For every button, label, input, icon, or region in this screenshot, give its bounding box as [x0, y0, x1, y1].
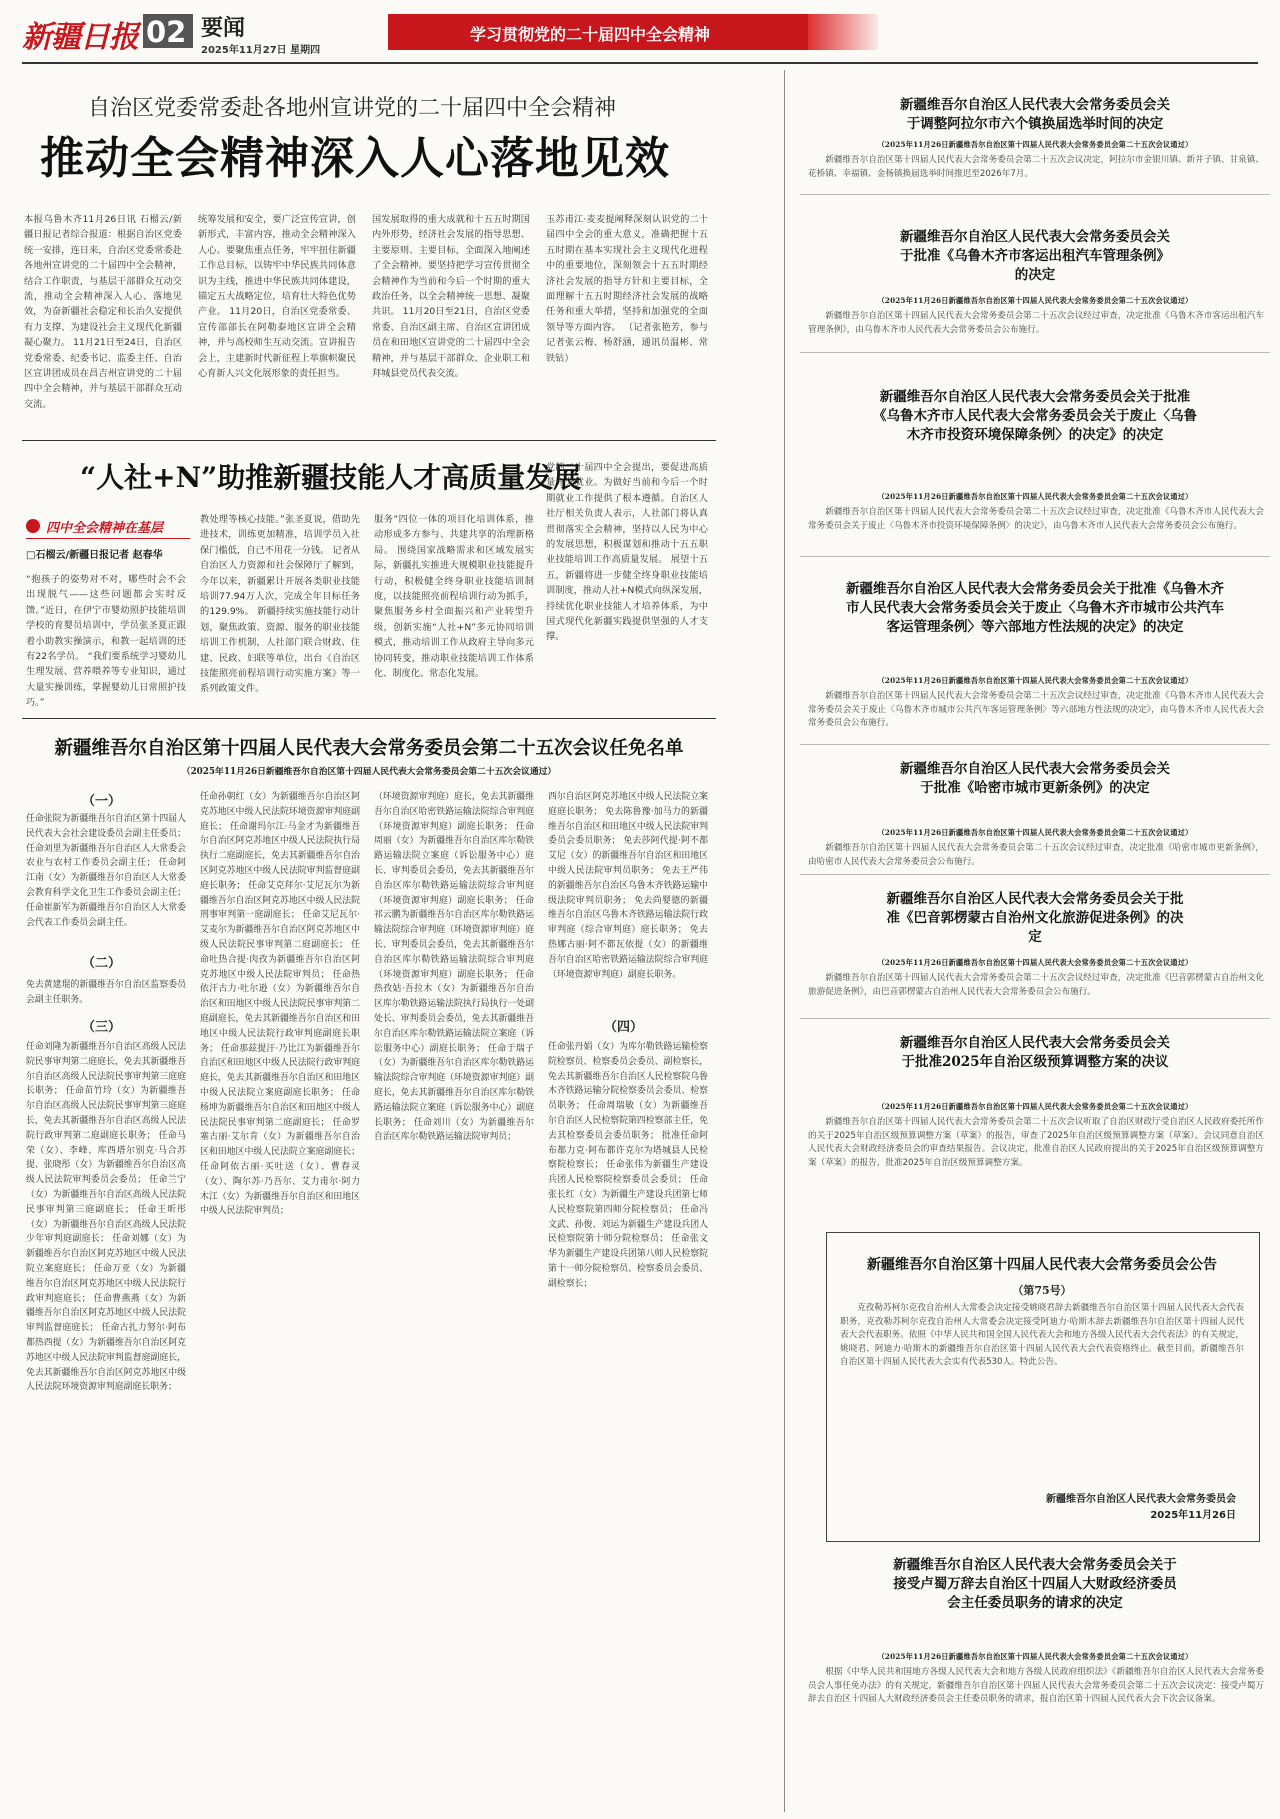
decision-7-date: （2025年11月26日新疆维吾尔自治区第十四届人民代表大会常务委员会第二十五次会议通过） — [877, 1102, 1193, 1111]
appointments-group-2: 免去黄建琨的新疆维吾尔自治区监察委员会副主任职务。 — [26, 980, 186, 1005]
story2-column-2: 教处理等核心技能。”张圣夏说，借助先进技术，训练更加精准，培训学员入社保门槛低，自己不用花一分钱。 记者从自治区人力资源和社会保障厅了解到，今年以来，新疆累计开展各类职业技能培训77.94万人次，完成全年目标任务的129.9%。 新疆持续实施技能行动计划，聚焦政策、资源、服务的职业技能培训工作机制，人社部门联合财政、住建、民政、妇联等单位，出台《自治区技能照亮前程培训行动实施方案》等一系列政策文件。 — [200, 514, 360, 695]
decision-7-title: 新疆维吾尔自治区人民代表大会常务委员会关于批准2025年自治区级预算调整方案的决议 — [900, 1035, 1170, 1070]
decision-2-date: （2025年11月26日新疆维吾尔自治区第十四届人民代表大会常务委员会第二十五次会议通过） — [877, 296, 1193, 305]
decision-3-rule — [800, 556, 1270, 557]
appointments-group-3: 任命刘隆为新疆维吾尔自治区高级人民法院民事审判第二庭庭长，免去其新疆维吾尔自治区高级人民法院民事审判第三庭庭长职务； 任命苗竹玲（女）为新疆维吾尔自治区高级人民法院民事审判第三庭庭长，免去其新疆维吾尔自治区高级人民法院行政审判第二庭副庭长职务； 任命马荣（女）、李峰、库西塔尔别克·马合苏提、张晓彤（女）为新疆维吾尔自治区高级人民法院审判委员会委员； 任命兰宁（女）为新疆维吾尔自治区高级人民法院民事审判第三庭副庭长； 任命王昕彤（女）为新疆维吾尔自治区高级人民法院少年审判庭副庭长； 任命刘娜（女）为新疆维吾尔自治区阿克苏地区中级人民法院立案庭庭长； 任命万亚（女）为新疆维吾尔自治区阿克苏地区中级人民法院行政审判庭庭长； 任命曹燕燕（女）为新疆维吾尔自治区阿克苏地区中级人民法院审判监督庭庭长； 任命古扎力努尔·阿布都热西提（女）为新疆维吾尔自治区阿克苏地区中级人民法院审判监督庭副庭长，免去其新疆维吾尔自治区阿克苏地区中级人民法院环境资源审判庭副庭长职务； — [26, 1042, 186, 1393]
story2-column-1: “抱孩子的姿势对不对，哪些时会不会出现脱气——这些问题都会实时反馈。”近日，在伊宁市婴幼照护技能培训学校的育婴员培训中，学员张圣夏正跟着小助教实操演示，和教一起培训的还有22名学员。 “我们要系统学习婴幼儿生理发展、营养喂养等专业知识，通过大量实操训练，掌握婴幼儿日常照护技巧。” — [26, 574, 186, 709]
story2-byline: □石榴云/新疆日报记者 赵春华 — [26, 550, 163, 561]
issue-date: 2025年11月27日 星期四 — [201, 45, 321, 56]
decision-2-rule — [800, 352, 1270, 353]
appointments-group-3c: （环境资源审判庭）庭长，免去其新疆维吾尔自治区哈密铁路运输法院综合审判庭（环境资源审判庭）副庭长职务； 任命周丽（女）为新疆维吾尔自治区库尔勒铁路运输法院立案庭（诉讼服务中心）庭长、审判委员会委员，免去其新疆维吾尔自治区库尔勒铁路运输法院综合审判庭（环境资源审判庭）副庭长职务； 任命祁云鹏为新疆维吾尔自治区库尔勒铁路运输法院综合审判庭（环境资源审判庭）庭长、审判委员会委员，免去其新疆维吾尔自治区库尔勒铁路运输法院综合审判庭（环境资源审判庭）副庭长职务； 任命热孜姑·吾拉木（女）为新疆维吾尔自治区库尔勒铁路运输法院执行局执行一处副处长、审判委员会委员，免去其新疆维吾尔自治区库尔勒铁路运输法院立案庭（诉讼服务中心）副庭长职务； 任命于瑞子（女）为新疆维吾尔自治区库尔勒铁路运输法院综合审判庭（环境资源审判庭）副庭长，免去其新疆维吾尔自治区库尔勒铁路运输法院立案庭（诉讼服务中心）副庭长职务； 任命刘川（女）为新疆维吾尔自治区库尔勒铁路运输法院审判员； — [374, 792, 534, 1143]
decision-2-body: 新疆维吾尔自治区第十四届人民代表大会常务委员会第二十五次会议经过审查，决定批准《乌鲁木齐市客运出租汽车管理条例》，由乌鲁木齐市人民代表大会常务委员会公布施行。 — [808, 311, 1264, 335]
story2-headline: “人社+N”助推新疆技能人才高质量发展 — [80, 461, 582, 494]
story2-column-3: 服务”四位一体的项目化培训体系，推动形成多方参与、共建共享的治理新格局。 围绕国家战略需求和区域发展实际，新疆扎实推进大规模职业技能提升行动，积极健全终身职业技能培训制度，以技能照亮前程培训行动为抓手，聚焦服务乡村全面振兴和产业转型升级，创新实施“人社+N”多元协同培训模式，推动培训工作从政府主导向多元协同转变，推动职业技能培训工作体系化、制度化、常态化发展。 — [374, 514, 534, 680]
decision-4-rule — [800, 744, 1270, 745]
appointments-group-3d: 西尔自治区阿克苏地区中级人民法院立案庭庭长职务； 免去陈鲁豫·加马力的新疆维吾尔自治区和田地区中级人民法院审判委员会委员职务； 免去莎阿代提·阿不都艾尼（女）的新疆维吾尔自治区和田地区中级人民法院审判员职务； 免去王严伟的新疆维吾尔自治区乌鲁木齐铁路运输中级法院审判员职务； 免去尚婴德的新疆维吾尔自治区乌鲁木齐铁路运输法院行政审判庭（综合审判庭）庭长职务； 免去热娜古丽·阿不都瓦依提（女）的新疆维吾尔自治区哈密铁路运输法院综合审判庭（环境资源审判庭）副庭长职务。 — [548, 792, 708, 980]
decision-1-title: 新疆维吾尔自治区人民代表大会常务委员会关于调整阿拉尔市六个镇换届选举时间的决定 — [900, 97, 1170, 132]
lead-column-4: 玉苏甫江·麦麦提阐释深刻认识党的二十届四中全会的重大意义，准确把握十五五时期在基本实现社会主义现代化进程中的重要地位，深刻领会十五五时期经济社会发展的指导方针和主要目标，全面理解十五五时期经济社会发展的战略任务和重大举措，坚持和加强党的全面领导等方面内容。 （记者张艳芳，参与记者张云梅、杨舒涵，通讯员温彬、常铁钻） — [546, 214, 708, 364]
lead-kicker: 自治区党委常委赴各地州宣讲党的二十届四中全会精神 — [88, 96, 617, 121]
appointments-group-4: 任命张丹娟（女）为库尔勒铁路运输检察院检察员、检察委员会委员、副检察长，免去其新疆维吾尔自治区人民检察院乌鲁木齐铁路运输分院检察委员会委员、检察员职务； 任命周瑞敏（女）为新疆维吾尔自治区人民检察院第四检察部主任，免去其检察委员会委员职务； 批准任命阿布都力克·阿布都许克尔为塔城县人民检察院检察长； 任命张伟为新疆生产建设兵团人民检察院检察委员会委员； 任命张长红（女）为新疆生产建设兵团第七师人民检察院第四师分院检察员； 任命冯文武、孙俊、刘运为新疆生产建设兵团人民检察院第十师分院检察员； 任命张文华为新疆生产建设兵团第八师人民检察院第十一师分院检察员、检察委员会委员、副检察长； — [548, 1042, 708, 1289]
decision-4-date: （2025年11月26日新疆维吾尔自治区第十四届人民代表大会常务委员会第二十五次会议通过） — [877, 676, 1193, 685]
story2-tag-line — [26, 538, 190, 539]
appointments-group-1: 任命张院为新疆维吾尔自治区第十四届人民代表大会社会建设委员会副主任委员； 任命刘里为新疆维吾尔自治区人大常委会农业与农村工作委员会副主任； 任命阿江南（女）为新疆维吾尔自治区人大常委会教育科学文化卫生工作委员会副主任； 任命崔新军为新疆维吾尔自治区人大常委会代表工作委员会副主任。 — [26, 814, 186, 928]
topic-banner-text: 学习贯彻党的二十届四中全会精神 — [470, 25, 711, 44]
decision-6-body: 新疆维吾尔自治区第十四届人民代表大会常务委员会第二十五次会议经过审查，决定批准《巴音郭楞蒙古自治州文化旅游促进条例》，由巴音郭楞蒙古自治州人民代表大会常务委员会公布施行。 — [808, 973, 1264, 997]
decision-5-rule — [800, 874, 1270, 875]
decision-5-date: （2025年11月26日新疆维吾尔自治区第十四届人民代表大会常务委员会第二十五次会议通过） — [877, 828, 1193, 837]
notice-date: 2025年11月26日 — [1150, 1510, 1236, 1521]
appointments-group-3b: 任命孙朝红（女）为新疆维吾尔自治区阿克苏地区中级人民法院环境资源审判庭副庭长； 任命谢玛尔江·马金才为新疆维吾尔自治区阿克苏地区中级人民法院执行局执行二庭副庭长，免去其新疆维吾尔自治区阿克苏地区中级人民法院审判监督庭副庭长职务； 任命艾克拜尔·艾尼瓦尔为新疆维吾尔自治区阿克苏地区中级人民法院刑事审判第一庭副庭长； 任命艾尼瓦尔·艾麦尔为新疆维吾尔自治区阿克苏地区中级人民法院民事审判第二庭副庭长； 任命吐热合提·肉孜为新疆维吾尔自治区阿克苏地区中级人民法院审判员； 任命热依汗古力·吐尔逊（女）为新疆维吾尔自治区和田地区中级人民法院民事审判第二庭副庭长，免去其新疆维吾尔自治区和田地区中级人民法院行政审判庭副庭长职务； 任命那兹提汗·乃比江为新疆维吾尔自治区和田地区中级人民法院行政审判庭庭长，免去其新疆维吾尔自治区和田地区中级人民法院立案庭副庭长职务； 任命杨坤为新疆维吾尔自治区和田地区中级人民法院民事审判第二庭副庭长； 任命罗塞古丽·艾尔肯（女）为新疆维吾尔自治区和田地区中级人民法院立案庭副庭长； 任命阿依古丽·买吐送（女）、曹春灵（女）、陶尔苏·乃吾尔、艾力甫尔·阿力木江（女）为新疆维吾尔自治区和田地区中级人民法院审判员； — [200, 792, 360, 1217]
lead-headline: 推动全会精神深入人心落地见效 — [40, 133, 670, 184]
section-1-heading: （一） — [82, 794, 122, 809]
decision-6-rule — [800, 1018, 1270, 1019]
decision-1-date: （2025年11月26日新疆维吾尔自治区第十四届人民代表大会常务委员会第二十五次会议通过） — [877, 140, 1193, 149]
decision-5-title: 新疆维吾尔自治区人民代表大会常务委员会关于批准《哈密市城市更新条例》的决定 — [900, 761, 1170, 796]
decision-4-body: 新疆维吾尔自治区第十四届人民代表大会常务委员会第二十五次会议经过审查，决定批准《乌鲁木齐市人民代表大会常务委员会关于废止〈乌鲁木齐市城市公共汽车客运管理条例〉等六部地方性法规的决定》，由乌鲁木齐市人民代表大会常务委员会公布施行。 — [808, 691, 1264, 729]
decision-5-body: 新疆维吾尔自治区第十四届人民代表大会常务委员会第二十五次会议经过审查，决定批准《哈密市城市更新条例》，由哈密市人民代表大会常务委员会公布施行。 — [808, 843, 1264, 867]
section-name: 要闻 — [201, 15, 246, 41]
appointments-date: （2025年11月26日新疆维吾尔自治区第十四届人民代表大会常务委员会第二十五次会议通过） — [181, 767, 557, 777]
last-decision-title: 新疆维吾尔自治区人民代表大会常务委员会关于接受卢蜀万辞去自治区十四届人大财政经济委员会主任委员职务的请求的决定 — [893, 1557, 1177, 1611]
section-3-heading: （三） — [82, 1020, 122, 1035]
decision-7-body: 新疆维吾尔自治区第十四届人民代表大会常务委员会第二十五次会议听取了自治区财政厅受自治区人民政府委托所作的关于2025年自治区级预算调整方案（草案）的报告，审查了2025年自治区级预算调整方案（草案）。会议同意自治区人民代表大会财政经济委员会的审查结果报告。会议决定，批准自治区人民政府提出的关于2025年自治区级预算调整方案（草案）的报告，批准2025年自治区级预算调整方案。 — [808, 1117, 1264, 1168]
page-column-divider — [784, 70, 785, 1812]
decision-2-title: 新疆维吾尔自治区人民代表大会常务委员会关于批准《乌鲁木齐市客运出租汽车管理条例》的决定 — [900, 229, 1170, 283]
decision-3-title: 新疆维吾尔自治区人民代表大会常务委员会关于批准《乌鲁木齐市人民代表大会常务委员会关于废止〈乌鲁木齐市投资环境保障条例〉的决定》的决定 — [873, 389, 1197, 443]
decision-1-body: 新疆维吾尔自治区第十四届人民代表大会常务委员会第二十五次会议决定，阿拉尔市金银川镇、新井子镇、甘泉镇、花桥镇、幸福镇、金杨镇换届选举时间推迟至2026年7月。 — [808, 155, 1264, 179]
masthead-rule — [22, 62, 1258, 64]
notice-title: 新疆维吾尔自治区第十四届人民代表大会常务委员会公告 — [867, 1257, 1217, 1273]
lead-column-1: 本报乌鲁木齐11月26日讯 石榴云/新疆日报记者综合报道：根据自治区党委统一安排，连日来，自治区党委常委赴各地州宣讲党的二十届四中全会精神，结合工作职责，与基层干部群众互动交流，推动全会精神深入人心、落地见效，为奋新疆社会稳定和长治久安提供有力支撑、为建设社会主义现代化新疆凝心聚力。 11月21日至24日，自治区党委常委、纪委书记、监委主任、自治区宣讲团成员在昌吉州宣讲党的二十届四中全会精神，并与基层干部群众互动交流。 — [24, 214, 182, 410]
decision-3-date: （2025年11月26日新疆维吾尔自治区第十四届人民代表大会常务委员会第二十五次会议通过） — [877, 492, 1193, 501]
notice-body: 克孜勒苏柯尔克孜自治州人大常委会决定接受姚晓君辞去新疆维吾尔自治区第十四届人民代表大会代表职务，克孜勒苏柯尔克孜自治州人大常委会决定接受阿迪力·哈斯木辞去新疆维吾尔自治区第十四届人民代表大会代表职务。依照《中华人民共和国全国人民代表大会和地方各级人民代表大会代表法》的有关规定，姚晓君、阿迪力·哈斯木的新疆维吾尔自治区第十四届人民代表大会代表资格终止。截至目前，新疆维吾尔自治区第十四届人民代表大会实有代表530人。特此公告。 — [840, 1303, 1244, 1368]
story2-tag-icon — [26, 519, 40, 533]
story2-tag: 四中全会精神在基层 — [46, 521, 164, 536]
notice-signature: 新疆维吾尔自治区人民代表大会常务委员会 — [1046, 1494, 1236, 1505]
decision-3-body: 新疆维吾尔自治区第十四届人民代表大会常务委员会第二十五次会议经过审查，决定批准《乌鲁木齐市人民代表大会常务委员会关于废止〈乌鲁木齐市投资环境保障条例〉的决定》，由乌鲁木齐市人民代表大会常务委员会公布施行。 — [808, 507, 1264, 531]
last-decision-date: （2025年11月26日新疆维吾尔自治区第十四届人民代表大会常务委员会第二十五次会议通过） — [877, 1652, 1193, 1661]
decision-6-date: （2025年11月26日新疆维吾尔自治区第十四届人民代表大会常务委员会第二十五次会议通过） — [877, 958, 1193, 967]
story2-column-4: 党的二十届四中全会提出，要促进高质量充分就业。为做好当前和今后一个时期就业工作提供了根本遵循。自治区人社厅相关负责人表示，人社部门将认真贯彻落实全会精神，坚持以人民为中心的发展思想，积极谋划和推动十五五职业技能培训工作高质量发展。 展望十五五，新疆将进一步健全终身职业技能培训制度，推动人社+N模式向纵深发展，持续优化职业技能人才培养体系，为中国式现代化新疆实践提供坚强的人才支撑。 — [546, 462, 708, 643]
last-decision-body: 根据《中华人民共和国地方各级人民代表大会和地方各级人民政府组织法》《新疆维吾尔自治区人民代表大会常务委员会人事任免办法》的有关规定，新疆维吾尔自治区第十四届人民代表大会常务委员会第二十五次会议决定：接受卢蜀万辞去自治区十四届人大财政经济委员会主任委员职务的请求，报自治区第十四届人民代表大会下次会议备案。 — [808, 1667, 1264, 1705]
decision-6-title: 新疆维吾尔自治区人民代表大会常务委员会关于批准《巴音郭楞蒙古自治州文化旅游促进条例》的决定 — [886, 891, 1184, 945]
decision-4-title: 新疆维吾尔自治区人民代表大会常务委员会关于批准《乌鲁木齐市人民代表大会常务委员会关于废止〈乌鲁木齐市城市公共汽车客运管理条例〉等六部地方性法规的决定》的决定 — [846, 581, 1224, 635]
banner-ornament — [808, 14, 878, 50]
masthead — [0, 0, 1280, 64]
story2-divider — [22, 718, 716, 719]
section-4-heading: （四） — [604, 1020, 644, 1035]
section-2-heading: （二） — [82, 956, 122, 971]
notice-number: （第75号） — [1012, 1284, 1072, 1297]
appointments-headline: 新疆维吾尔自治区第十四届人民代表大会常务委员会第二十五次会议任免名单 — [54, 738, 684, 759]
lead-column-2: 统筹发展和安全，要广泛宣传宣讲，创新形式，丰富内容，推动全会精神深入人心。要聚焦重点任务，牢牢扭住新疆工作总目标，以铸牢中华民族共同体意识为主线，推进中华民族共同体建设，锚定五大战略定位，培育壮大特色优势产业。 11月20日，自治区党委常委、宣传部部长在阿勒泰地区宣讲全会精神，并与高校师生互动交流。宣讲报告会上，主建新时代新征程上举旗帜聚民心育新人兴文化展形象的责任担当。 — [198, 214, 356, 380]
decision-1-rule — [800, 194, 1270, 195]
newspaper-logo: 新疆日报 — [22, 20, 138, 55]
lead-column-3: 国发展取得的重大成就和十五五时期国内外形势，经济社会发展的指导思想、主要原则、主要目标，全面深入地阐述了全会精神。要坚持把学习宣传贯彻全会精神作为当前和今后一个时期的重大政治任务，以全会精神统一思想、凝聚共识。 11月20日至21日，自治区党委常委、自治区副主席、自治区宣讲团成员在和田地区宣讲党的二十届四中全会精神，并与基层干部群众、企业职工和拜城县党员代表交流。 — [372, 214, 530, 380]
page-number: 02 — [146, 15, 187, 49]
lead-divider — [22, 440, 716, 441]
